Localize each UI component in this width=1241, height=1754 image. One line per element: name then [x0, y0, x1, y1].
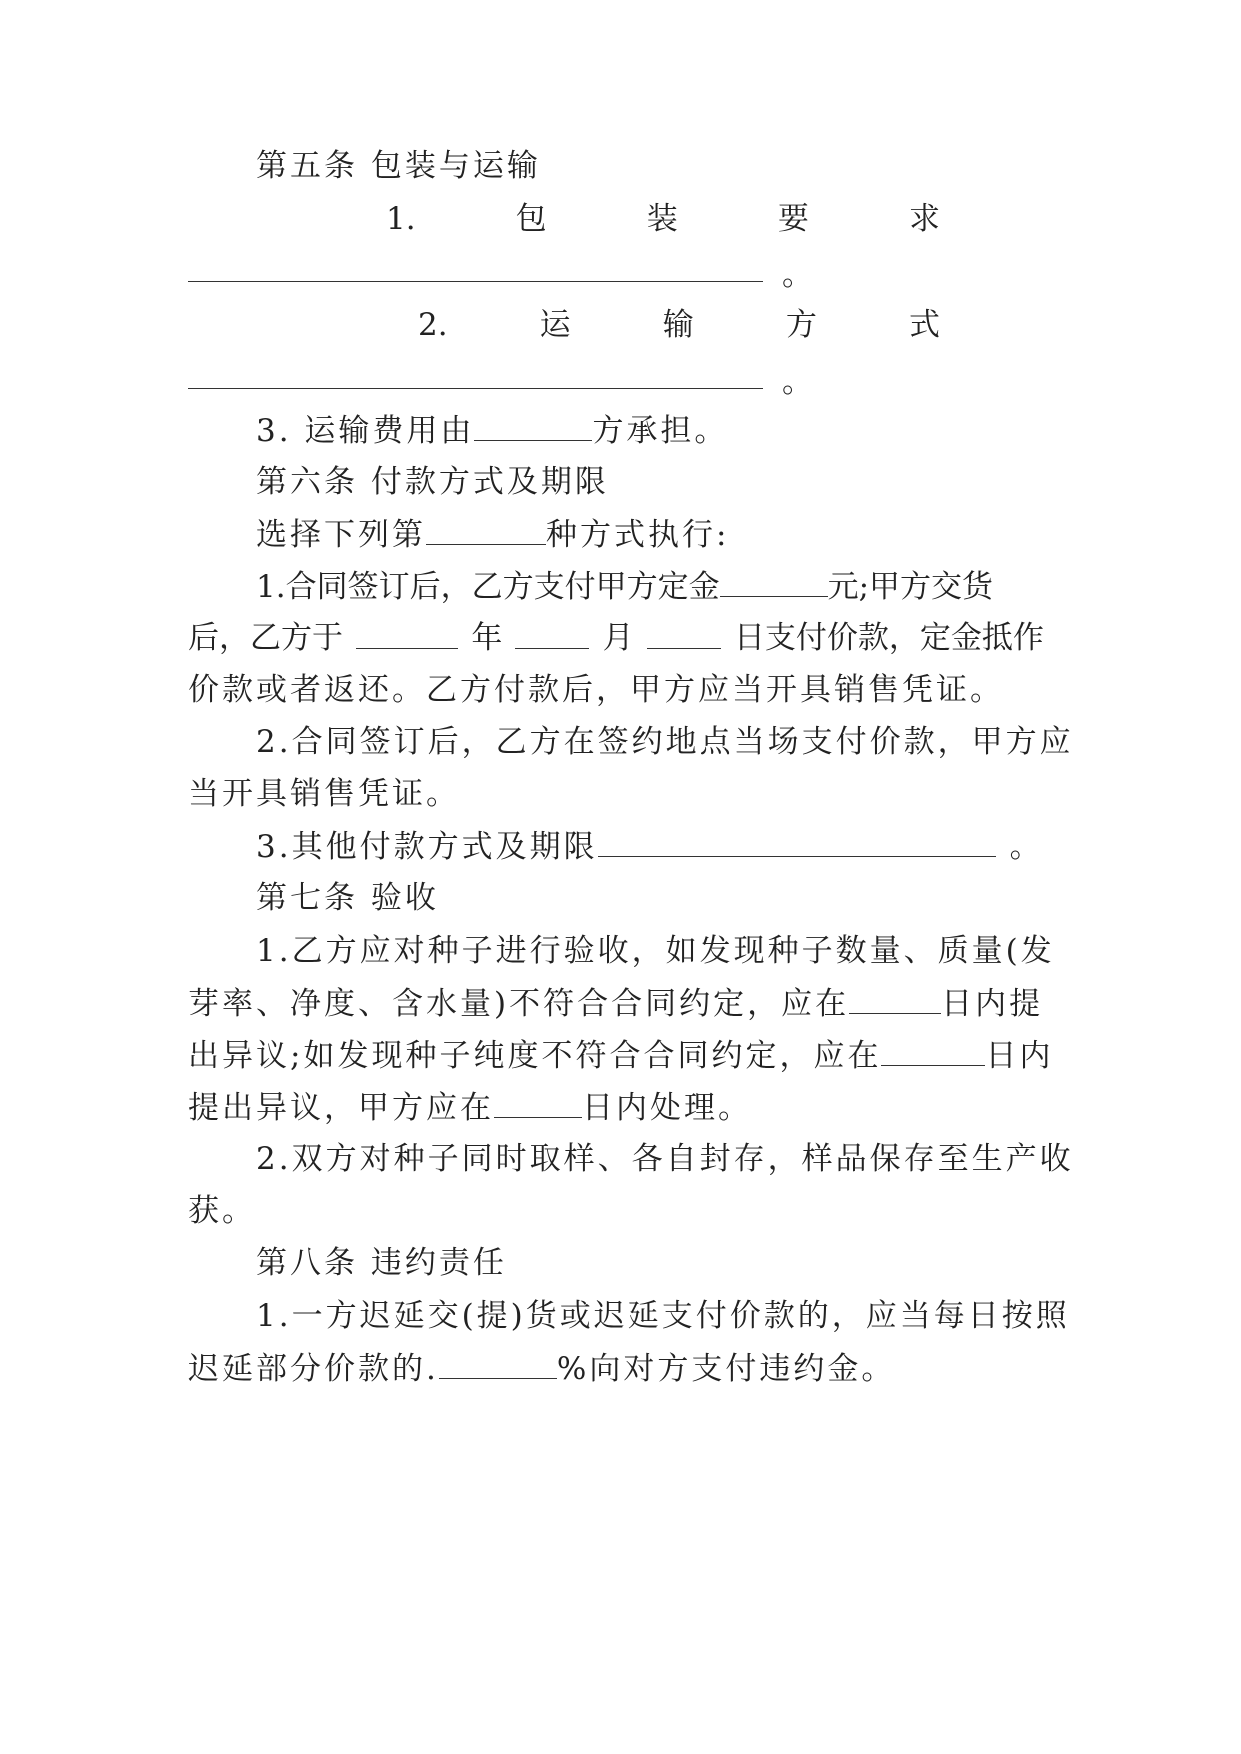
art5-item1-char: 求 [908, 201, 940, 237]
art5-item3-line [256, 410, 1044, 450]
art7-p2-line1: 2.双方对种子同时取样、各自封存，样品保存至生产收 [256, 1141, 1074, 1177]
art6-p1-text: 月 [602, 620, 634, 656]
art5-item1-end: 。 [782, 257, 813, 293]
art5-item1-char: 要 [777, 201, 809, 237]
fill-blank[interactable] [426, 514, 546, 545]
article-6-heading: 第六条 付款方式及期限 [256, 464, 609, 500]
art8-p1-text: 迟延部分价款的. [188, 1351, 439, 1387]
art7-p1-text: 日内处理。 [582, 1090, 752, 1126]
art5-item2-char: 方 [785, 307, 817, 343]
art7-p1-text: 日内 [985, 1038, 1054, 1074]
art6-p1-line2 [188, 618, 1044, 658]
art7-p1-text: 出异议;如发现种子纯度不符合合同约定，应在 [188, 1038, 882, 1074]
art7-p1-text: 提出异议，甲方应在 [188, 1090, 494, 1126]
art5-item2-line [418, 305, 940, 345]
art7-p2-line2: 获。 [188, 1193, 256, 1229]
fill-blank[interactable] [188, 281, 763, 282]
art5-item3-text: 3. 运输费用由 [256, 413, 475, 449]
art6-p3-text: 3.其他付款方式及期限 [256, 829, 598, 865]
art5-item2-number: 2. [418, 307, 448, 343]
art5-item1-char: 包 [515, 201, 547, 237]
art6-p3-end: 。 [1009, 829, 1044, 865]
art6-p3-line [256, 826, 1066, 866]
art7-p1-text: 芽率、净度、含水量)不符合合同约定，应在 [188, 986, 850, 1022]
article-5-heading: 第五条 包装与运输 [256, 148, 541, 184]
fill-blank[interactable] [598, 826, 996, 857]
art6-select-text: 种方式执行: [546, 517, 730, 553]
art5-item1-line [386, 199, 940, 239]
art7-p1-line2 [188, 983, 1044, 1023]
article-8-heading: 第八条 违约责任 [256, 1245, 507, 1281]
fill-blank[interactable] [881, 1035, 985, 1066]
art6-p1-text: 元;甲方交货 [827, 569, 994, 605]
art5-item1-number: 1. [386, 201, 416, 237]
art8-p1-line1: 1.一方迟延交(提)货或迟延支付价款的，应当每日按照 [256, 1298, 1070, 1334]
article-7-heading: 第七条 验收 [256, 880, 439, 916]
fill-blank[interactable] [474, 410, 592, 441]
art8-p1-text: %向对方支付违约金。 [556, 1351, 896, 1387]
art6-select-line [256, 514, 1044, 554]
fill-blank[interactable] [647, 618, 721, 649]
fill-blank[interactable] [494, 1087, 582, 1118]
fill-blank[interactable] [356, 618, 458, 649]
art6-p1-text: 后，乙方于 [188, 620, 343, 656]
art6-p1-text: 年 [471, 620, 503, 656]
fill-blank[interactable] [515, 618, 589, 649]
art7-p1-line4 [188, 1087, 1044, 1127]
art5-item2-blank-row [188, 362, 1028, 402]
fill-blank[interactable] [720, 566, 828, 597]
art8-p1-line2 [188, 1348, 1044, 1388]
art6-p1-line1 [256, 566, 1044, 606]
art6-p2-line1: 2.合同签订后，乙方在签约地点当场支付价款，甲方应 [256, 724, 1074, 760]
art5-item1-char: 装 [646, 201, 678, 237]
fill-blank[interactable] [849, 983, 941, 1014]
art6-select-text: 选择下列第 [256, 517, 426, 553]
art6-p1-line3: 价款或者返还。乙方付款后，甲方应当开具销售凭证。 [188, 672, 1004, 708]
art5-item2-char: 式 [908, 307, 940, 343]
art5-item2-char: 输 [662, 307, 694, 343]
art5-item2-end: 。 [782, 364, 813, 400]
fill-blank[interactable] [188, 388, 763, 389]
art7-p1-line3 [188, 1035, 1054, 1075]
art5-item3-text: 方承担。 [592, 413, 729, 449]
art6-p2-line2: 当开具销售凭证。 [188, 776, 460, 812]
art6-p1-text: 日支付价款，定金抵作 [733, 620, 1044, 656]
art7-p1-text: 日内提 [941, 986, 1044, 1022]
art5-item2-char: 运 [539, 307, 571, 343]
art7-p1-line1: 1.乙方应对种子进行验收，如发现种子数量、质量(发 [256, 933, 1055, 969]
art5-item1-blank-row [188, 255, 1028, 295]
art6-p1-text: 1.合同签订后，乙方支付甲方定金 [256, 569, 720, 605]
fill-blank[interactable] [439, 1348, 557, 1379]
